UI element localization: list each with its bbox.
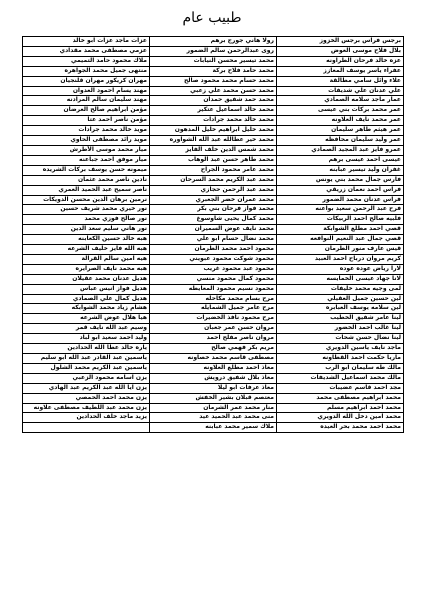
table-row — [23, 393, 404, 403]
table-row — [23, 304, 404, 314]
name-cell: مهند يسام احمود العدوان — [23, 86, 150, 96]
name-cell: محمد امين دخل الله الدويري — [277, 413, 404, 423]
name-cell: مؤمن ابراهيم صالح العرضان — [23, 106, 150, 116]
name-cell: نور صالح فوزي محمد — [23, 215, 150, 225]
table-row — [23, 334, 404, 344]
name-cell: محمد عبد الكريم محمد السرحان — [150, 175, 277, 185]
table-row — [23, 126, 404, 136]
table-row — [23, 403, 404, 413]
name-cell: لينا غالب احمد الخضور — [277, 324, 404, 334]
name-cell: يزن اسامه محمود الزعبي — [23, 373, 150, 383]
table-row — [23, 373, 404, 383]
name-cell: مروان حسن عمر جعبان — [150, 324, 277, 334]
name-cell: ملاك محمود حامد التميمي — [23, 56, 150, 66]
name-cell: هبه خالد حسين الكعابنه — [23, 235, 150, 245]
table-row — [23, 294, 404, 304]
name-cell: مويد خالد محمد جرادات — [23, 126, 150, 136]
name-cell: قيس عارف منور الطرمان — [277, 245, 404, 255]
name-cell: محمود نسيم محمود المعايطه — [150, 284, 277, 294]
table-row — [23, 344, 404, 354]
table-row — [23, 215, 404, 225]
table-row — [23, 205, 404, 215]
name-cell: غفران وليد تيسير عبابنه — [277, 165, 404, 175]
name-cell: يزن محمد احمد الحمصي — [23, 393, 150, 403]
name-cell: مجد احمد قاسم عضيبات — [277, 383, 404, 393]
name-cell: محمد خليل ابراهيم خليل المدهون — [150, 126, 277, 136]
name-cell: يزن محمد عبد اللطيف مصطفى علاونه — [23, 403, 150, 413]
name-cell: مصطفى قاسم محمد خصاونه — [150, 354, 277, 364]
name-cell: هيا هلال عوض الشرعه — [23, 314, 150, 324]
name-cell: مؤمن ناصر احمد عتا — [23, 116, 150, 126]
table-row — [23, 274, 404, 284]
name-cell: محمود شوكت محمود عبويني — [150, 254, 277, 264]
name-cell: مرح بسام محمد مكاحله — [150, 294, 277, 304]
name-cell: محمد شمس الدين خلف الفايز — [150, 145, 277, 155]
name-cell: فلبيه صالح احمد الربيكات — [277, 215, 404, 225]
name-cell: مرح محمود نافذ الخضيرات — [150, 314, 277, 324]
name-cell: محمد حامد فلاح بركة — [150, 66, 277, 76]
table-row — [23, 37, 404, 47]
name-cell: محمود عبد محمود غريب — [150, 264, 277, 274]
name-cell: محمد حسن محمد علي زعبي — [150, 86, 277, 96]
name-cell: ماريا حكمت احمد القطاونه — [277, 354, 404, 364]
name-cell: بلال فلاح موسى العوض — [277, 46, 404, 56]
name-cell: يزن ايا الله عبد الكريم عبد الهادي — [23, 383, 150, 393]
table-row — [23, 155, 404, 165]
name-cell: محمد حسام محمد محمود صالح — [150, 76, 277, 86]
table-row — [23, 383, 404, 393]
name-cell: لارا رياض عوده عوده — [277, 264, 404, 274]
name-cell: هيه امين سالم القرالة — [23, 254, 150, 264]
name-cell: عزمي مصطفى محمد مقدادي — [23, 46, 150, 56]
name-cell: معتصم قبلان بشير الخفش — [150, 393, 277, 403]
table-row — [23, 354, 404, 364]
name-cell: قصي جمال عبد النعيم النوافعه — [277, 235, 404, 245]
name-cell: ملاك سمير محمد عبابنه — [150, 423, 277, 433]
name-cell: منار محمد عمر الشرمان — [150, 403, 277, 413]
name-cell: ماجد نايف ياسين الدويري — [277, 344, 404, 354]
names-table — [22, 36, 404, 433]
table-row — [23, 66, 404, 76]
table-row — [23, 86, 404, 96]
name-cell: نور خيري محمد شريف حسين — [23, 205, 150, 215]
name-cell: هديل كمال علي الصمادي — [23, 294, 150, 304]
table-row — [23, 324, 404, 334]
name-cell: منتهى جميل محمد الجواهره — [23, 66, 150, 76]
table-row — [23, 413, 404, 423]
table-row — [23, 76, 404, 86]
table-row — [23, 175, 404, 185]
name-cell: ميار موفق احمد جباعنه — [23, 155, 150, 165]
name-cell: معاذ احمد مطلع العلاونه — [150, 363, 277, 373]
name-cell: محمد كمال يحيى شاوسوغ — [150, 215, 277, 225]
name-cell: محمد نايف عوض السميران — [150, 225, 277, 235]
name-cell: مريم بكر فهمي صالح — [150, 344, 277, 354]
name-cell: ميار محمد موسى الأطرش — [23, 145, 150, 155]
name-cell: محمود احمد محمد الطرمان — [150, 245, 277, 255]
name-cell: ميمونه حسن يوسف بركات الشريده — [23, 165, 150, 175]
name-cell: فراس عدنان محمد الضمور — [277, 195, 404, 205]
name-cell: هبه الله فايز خليف الشرعه — [23, 245, 150, 255]
name-cell: معاذ بلال شفيق درويش — [150, 373, 277, 383]
name-cell: برجس فراس برجس الخزوز — [277, 37, 404, 47]
name-cell: عمر محمد بركات بني عيسى — [277, 106, 404, 116]
table-row — [23, 254, 404, 264]
table-row — [23, 423, 404, 433]
table-row — [23, 195, 404, 205]
name-cell: مهران كريكور مهران قلنجيان — [23, 76, 150, 86]
name-cell: قصي احمد مطلع الشوابكة — [277, 225, 404, 235]
name-cell: فرح عبد الرحمن سعيد بواعنه — [277, 205, 404, 215]
name-cell: هبه محمد نايف الصرايره — [23, 264, 150, 274]
name-cell: لين سلامه يوسف العبابره — [277, 304, 404, 314]
table-row — [23, 264, 404, 274]
name-cell: معاذ عرفات ابو ليلا — [150, 383, 277, 393]
name-cell: لينا نضال حسن شحات — [277, 334, 404, 344]
table-row — [23, 116, 404, 126]
name-cell: عفراء ياسر يوسف المعازز — [277, 66, 404, 76]
table-row — [23, 284, 404, 294]
table-row — [23, 145, 404, 155]
name-cell: عيسى احمد عيسى برهم — [277, 155, 404, 165]
table-row — [23, 235, 404, 245]
name-cell: لينا عامر شفيق الخطيب — [277, 314, 404, 324]
name-cell: ياسمين عبد الكريم محمد الشلول — [23, 363, 150, 373]
name-cell: علاء وائل سامي مطالقة — [277, 76, 404, 86]
name-cell: هشام زياد محمد الشوابكه — [23, 304, 150, 314]
name-cell: فراس احمد نعمان زريقي — [277, 185, 404, 195]
name-cell: نادين ناصر محمد عثمان — [23, 175, 150, 185]
name-cell: عزات ماجد عزات ابو خالد — [23, 37, 150, 47]
name-cell: وسيم عبد الله نايف قمر — [23, 324, 150, 334]
name-cell: محمد احمد محمد بحر العيده — [277, 423, 404, 433]
name-cell: نرمين برهان الدين محسن الدويكات — [23, 195, 150, 205]
name-cell: محمد عامر محمود الجراح — [150, 165, 277, 175]
name-cell: ياسمين عبد القادر عبد الله ابو سليم — [23, 354, 150, 364]
name-cell: يزيد ماجد خلف الحدادين — [23, 413, 150, 423]
name-cell: محمد نضال حسام ابو علي — [150, 235, 277, 245]
name-cell: هديل عدنان محمد عقيلان — [23, 274, 150, 284]
name-cell: ناصر سميح عبد الحميد العمري — [23, 185, 150, 195]
name-cell: عمر محمد نايف العلاونه — [277, 116, 404, 126]
name-cell: مهند سليمان سالم المرادنه — [23, 96, 150, 106]
name-cell: محمد خير عطالله عبد الله الشواوره — [150, 136, 277, 146]
name-cell — [23, 423, 150, 433]
name-cell: رولا هاني جورج برهم — [150, 37, 277, 47]
name-cell: عمر وليد سليمان محافظه — [277, 136, 404, 146]
table-row — [23, 225, 404, 235]
name-cell: هديل فواز انيس عباس — [23, 284, 150, 294]
table-row — [23, 245, 404, 255]
table-row — [23, 46, 404, 56]
name-cell: مرح عامر جميل الشمايله — [150, 304, 277, 314]
name-cell: منى محمد عبد الحميد عيد — [150, 413, 277, 423]
name-cell: عمر هيثم طاهر سليمان — [277, 126, 404, 136]
name-cell: محمد عمران خضر الجعبري — [150, 195, 277, 205]
name-cell: مويد رائد مصطفى الحاوي — [23, 136, 150, 146]
name-cell: عزه خالد فرحان الطراونه — [277, 56, 404, 66]
name-cell: محمد تيسير محسن النيابات — [150, 56, 277, 66]
name-cell: محمد عبد الرحمن حجازي — [150, 185, 277, 195]
name-cell: علي عدنان علي شديفات — [277, 86, 404, 96]
name-cell: روى عبدالرحمن سالم الضمور — [150, 46, 277, 56]
name-cell: نور هاني سليم سعد الدين — [23, 225, 150, 235]
name-cell: لانا جهاد عيسى الخمايسه — [277, 274, 404, 284]
table-row — [23, 363, 404, 373]
name-cell: لمى وجيه محمد خليفات — [277, 284, 404, 294]
name-cell: مروان ناصر مفلح احمد — [150, 334, 277, 344]
name-cell: محمد خالد اسماعيل عتكير — [150, 106, 277, 116]
name-cell: محمود كمال محمود منسي — [150, 274, 277, 284]
name-cell: وليد احمد سعيد ابو لباد — [23, 334, 150, 344]
name-cell: لين حسين جميل العقيلي — [277, 294, 404, 304]
table-row — [23, 185, 404, 195]
page-title: طبيب عام — [182, 10, 242, 26]
name-cell: عمار ماجد سلامه الصمادي — [277, 96, 404, 106]
name-cell: محمد حمد شفيق حمدان — [150, 96, 277, 106]
names-table-body — [23, 37, 404, 433]
name-cell: محمد خالد محمد جرادات — [150, 116, 277, 126]
name-cell: مالك طه سليمان ابو الرب — [277, 363, 404, 373]
name-cell: محمد ابراهيم مصطفى محمد — [277, 393, 404, 403]
name-cell: محمد احمد ابراهيم مسلم — [277, 403, 404, 413]
table-row — [23, 136, 404, 146]
name-cell: مالك محمد اسماعيل الشديفات — [277, 373, 404, 383]
name-cell: محمد فواز فرحان بني بكر — [150, 205, 277, 215]
name-cell: فارس جمال محمد بني يونس — [277, 175, 404, 185]
name-cell: ياره خالد عطا الله الحدادين — [23, 344, 150, 354]
name-cell: عمرو فايز عبد المجيد الصمادي — [277, 145, 404, 155]
table-row — [23, 165, 404, 175]
table-row — [23, 314, 404, 324]
table-row — [23, 56, 404, 66]
name-cell: كريم مروان درباح احمد العبيد — [277, 254, 404, 264]
table-row — [23, 106, 404, 116]
name-cell: محمد طاهر حسن عبد الوهاب — [150, 155, 277, 165]
table-row — [23, 96, 404, 106]
